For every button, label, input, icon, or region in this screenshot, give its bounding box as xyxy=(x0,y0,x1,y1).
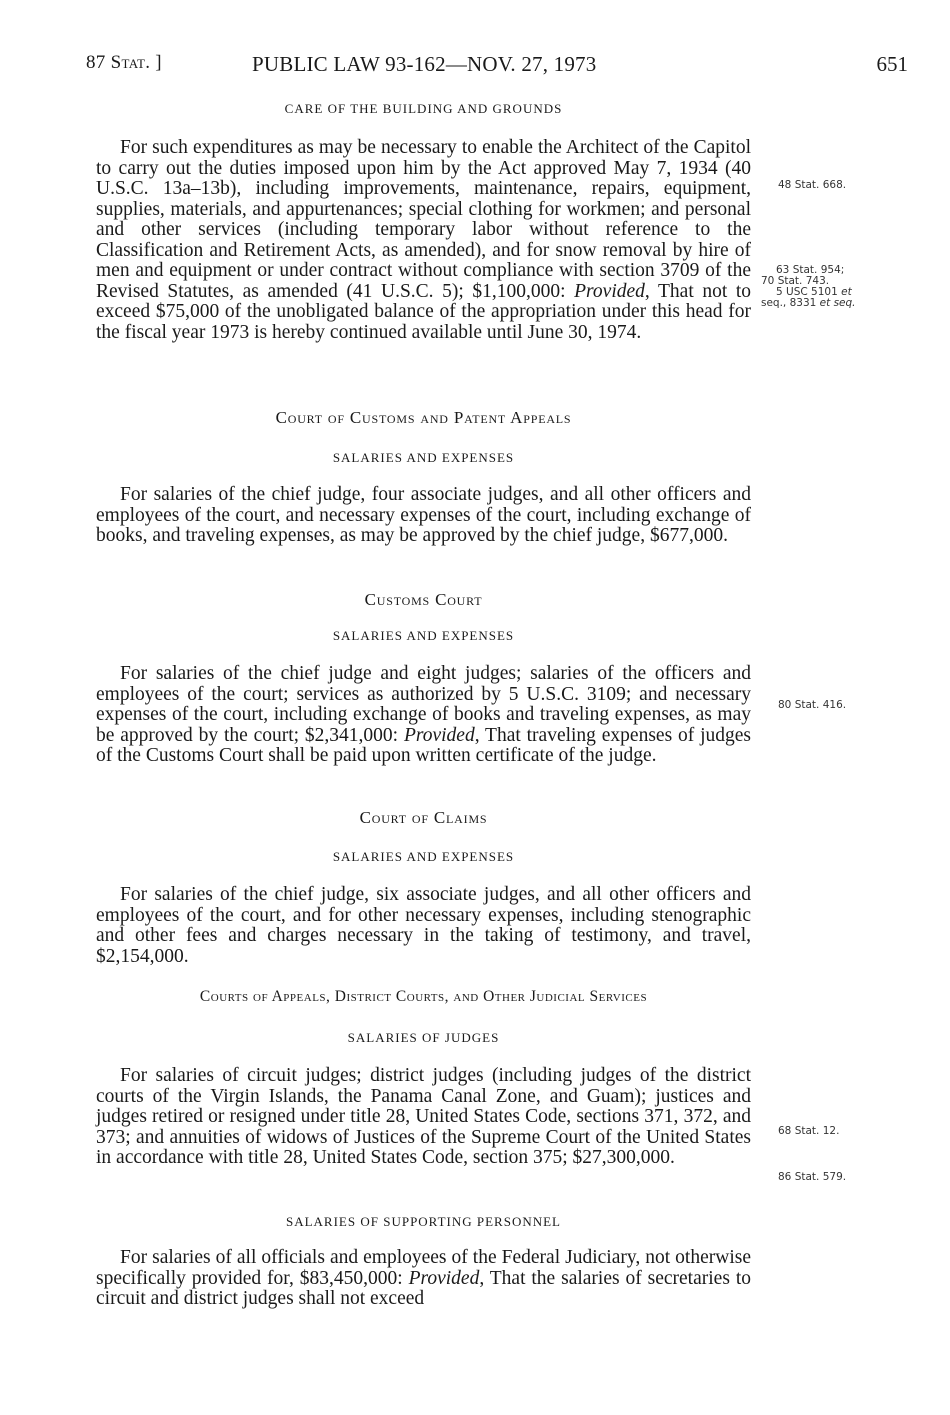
subheading-claims-salaries: SALARIES AND EXPENSES xyxy=(332,849,515,864)
page-header xyxy=(86,52,908,82)
customs-text-after: , That traveling expenses of judges of the Customs Court shall be paid upon written certificate of the judge. xyxy=(96,724,751,766)
section-heading-care-of-building: CARE OF THE BUILDING AND GROUNDS xyxy=(284,101,563,116)
margin-note-63-stat xyxy=(761,264,926,309)
paragraph-supporting-personnel xyxy=(96,1248,751,1310)
personnel-provided: Provided xyxy=(408,1267,480,1289)
margin-note-line xyxy=(761,298,926,309)
margin-note-48-stat: 48 Stat. 668. xyxy=(778,179,847,191)
paragraph-ccpa: For salaries of the chief judge, four associate judges, and all other officers and employees of the court, and necessary expenses of the court, including exchange of books, and traveling expenses, as may be approved by the chief judge, $677,000. xyxy=(96,484,751,546)
margin-note-italic: et xyxy=(841,286,852,298)
subheading-customs-salaries: SALARIES AND EXPENSES xyxy=(332,628,515,643)
margin-note-italic: et seq. xyxy=(819,297,856,309)
care-text-after: , That not to exceed $75,000 of the unobligated balance of the appropriation under this head for the fiscal year 1973 is hereby continued available until June 30, 1974. xyxy=(96,280,752,343)
subheading-supporting-personnel: SALARIES OF SUPPORTING PERSONNEL xyxy=(285,1214,561,1229)
statute-reference: 87 Stat. ] xyxy=(86,52,162,73)
margin-note-80-stat: 80 Stat. 416. xyxy=(778,699,847,711)
margin-note-text: seq., 8331 xyxy=(761,297,820,309)
personnel-text-before: For salaries of all officials and employees of the Federal Judiciary, not otherwise specifically provided for, $83,450,000: xyxy=(96,1247,751,1289)
page-number: 651 xyxy=(876,52,908,76)
heading-customs-court: Customs Court xyxy=(364,590,483,609)
margin-note-86-stat: 86 Stat. 579. xyxy=(778,1171,847,1183)
page-title: PUBLIC LAW 93-162—NOV. 27, 1973 xyxy=(252,52,597,76)
customs-provided: Provided xyxy=(403,724,475,746)
paragraph-care-of-building xyxy=(96,138,751,343)
personnel-text-after: , That the salaries of secretaries to circuit and district judges shall not exceed xyxy=(96,1267,751,1309)
margin-note-line: 70 Stat. 743. xyxy=(761,275,830,287)
customs-text-before: For salaries of the chief judge and eight judges; salaries of the officers and employees of the court; services as authorized by 5 U.S.C. 3109; and necessary expenses of the court, including exchange of books and traveling expenses, as may be approved by the court; $2,341,000: xyxy=(96,663,751,746)
margin-note-68-stat: 68 Stat. 12. xyxy=(778,1125,840,1137)
heading-court-of-customs-patent-appeals: Court of Customs and Patent Appeals xyxy=(275,408,572,427)
margin-note-line: 63 Stat. 954; xyxy=(776,264,845,276)
paragraph-court-of-claims: For salaries of the chief judge, six associate judges, and all other officers and employees of the court, and for other necessary expenses, including stenographic and other fees and charges necessary in the taking of testimony, and travel, $2,154,000. xyxy=(96,884,751,967)
subheading-ccpa-salaries: SALARIES AND EXPENSES xyxy=(332,450,515,465)
paragraph-salaries-of-judges: For salaries of circuit judges; district judges (including judges of the district courts of the Virgin Islands, the Panama Canal Zone, and Guam); justices and judges retired or resigned under title 28, United States Code, sections 371, 372, and 373; and annuities of widows of Justices of the Supreme Court of the United States in accordance with title 28, United States Code, section 375; $27,300,000. xyxy=(96,1065,751,1168)
margin-note-text: 5 USC 5101 xyxy=(776,286,842,298)
paragraph-customs-court xyxy=(96,664,751,767)
heading-court-of-claims: Court of Claims xyxy=(359,808,488,827)
care-text-before: For such expenditures as may be necessary to enable the Architect of the Capitol to carry out the duties imposed upon him by the Act approved May 7, 1934 (40 U.S.C. 13a–13b), including improvements, maintenance, repairs, equipment, supplies, materials, and appurtenances; special clothing for workmen; and personal and other services (including temporary labor without reference to the Classification and Retirement Acts, as amended), and for snow removal by hire of men and equipment or under contract without compliance with section 3709 of the Revised Statutes, as amended (41 U.S.C. 5); $1,100,000: xyxy=(96,137,751,302)
subheading-salaries-of-judges: SALARIES OF JUDGES xyxy=(347,1030,500,1045)
care-provided: Provided xyxy=(574,280,645,302)
heading-courts-of-appeals: Courts of Appeals, District Courts, and Other Judicial Services xyxy=(199,988,648,1005)
